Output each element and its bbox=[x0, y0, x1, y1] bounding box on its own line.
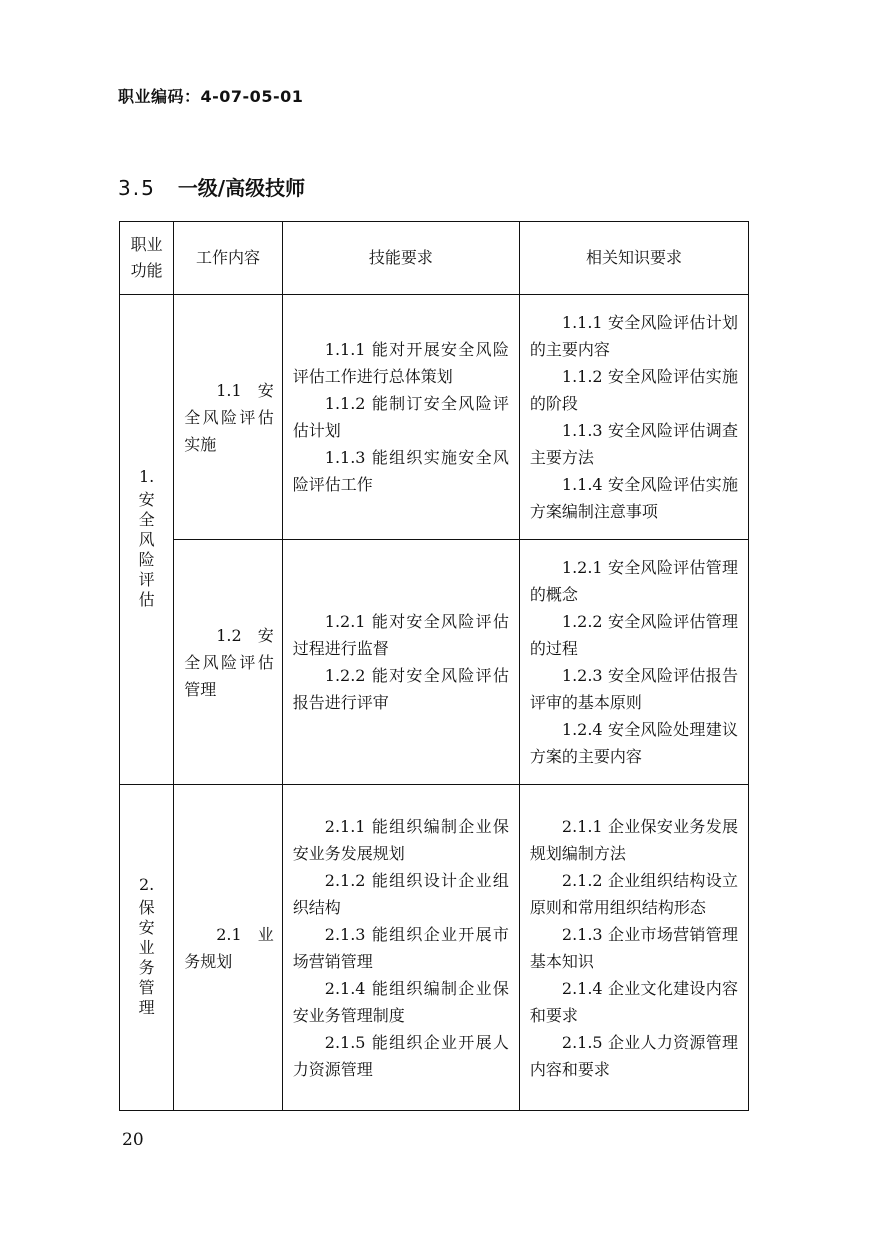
work-cell-2-1: 2.1 业务规划 bbox=[174, 785, 283, 1111]
header-knowledge: 相关知识要求 bbox=[519, 222, 748, 295]
knowledge-cell-1-2 bbox=[519, 540, 748, 785]
skill-cell-1-2 bbox=[282, 540, 519, 785]
list-item: 1.2.1 能对安全风险评估过程进行监督 bbox=[292, 612, 509, 658]
function-name: 保安业务管理 bbox=[138, 898, 155, 1017]
list-item: 1.1.2 能制订安全风险评估计划 bbox=[292, 394, 509, 440]
skill-requirements-table bbox=[119, 221, 749, 1111]
list-item: 2.1.5 企业人力资源管理内容和要求 bbox=[529, 1032, 738, 1079]
occupation-code: 职业编码：4-07-05-01 bbox=[118, 87, 304, 106]
list-item: 2.1.2 能组织设计企业组织结构 bbox=[292, 870, 509, 917]
skill-cell-1-1 bbox=[282, 295, 519, 540]
header-skill: 技能要求 bbox=[282, 222, 519, 295]
list-item: 1.2.2 安全风险评估管理的过程 bbox=[529, 612, 738, 658]
section-heading bbox=[118, 172, 305, 201]
list-item: 2.1.4 企业文化建设内容和要求 bbox=[529, 978, 738, 1025]
list-item: 1.1.4 安全风险评估实施方案编制注意事项 bbox=[529, 475, 738, 521]
table-header-row bbox=[120, 222, 749, 295]
table-row bbox=[120, 540, 749, 785]
work-cell-1-1: 1.1 安全风险评估实施 bbox=[174, 295, 283, 540]
list-item: 2.1.5 能组织企业开展人力资源管理 bbox=[292, 1032, 509, 1079]
list-item: 2.1.3 企业市场营销管理基本知识 bbox=[529, 924, 738, 971]
list-item: 1.2.4 安全风险处理建议方案的主要内容 bbox=[529, 720, 738, 766]
list-item: 2.1.3 能组织企业开展市场营销管理 bbox=[292, 924, 509, 971]
list-item: 1.2.3 安全风险评估报告评审的基本原则 bbox=[529, 666, 738, 712]
function-cell-1 bbox=[120, 295, 174, 785]
list-item: 2.1.4 能组织编制企业保安业务管理制度 bbox=[292, 978, 509, 1025]
header-work: 工作内容 bbox=[174, 222, 283, 295]
function-number: 1. bbox=[138, 467, 155, 486]
page-number: 20 bbox=[122, 1130, 144, 1150]
list-item: 1.1.2 安全风险评估实施的阶段 bbox=[529, 367, 738, 413]
list-item: 1.2.1 安全风险评估管理的概念 bbox=[529, 558, 738, 604]
knowledge-cell-1-1 bbox=[519, 295, 748, 540]
function-cell-2 bbox=[120, 785, 174, 1111]
skill-cell-2-1 bbox=[282, 785, 519, 1111]
list-item: 1.1.3 安全风险评估调查主要方法 bbox=[529, 421, 738, 467]
list-item: 1.1.1 安全风险评估计划的主要内容 bbox=[529, 313, 738, 359]
list-item: 2.1.2 企业组织结构设立原则和常用组织结构形态 bbox=[529, 870, 738, 917]
header-function: 职业功能 bbox=[120, 222, 174, 295]
table-row bbox=[120, 295, 749, 540]
list-item: 1.2.2 能对安全风险评估报告进行评审 bbox=[292, 666, 509, 712]
table-row bbox=[120, 785, 749, 1111]
list-item: 1.1.3 能组织实施安全风险评估工作 bbox=[292, 448, 509, 494]
list-item: 2.1.1 企业保安业务发展规划编制方法 bbox=[529, 816, 738, 863]
knowledge-cell-2-1 bbox=[519, 785, 748, 1111]
work-cell-1-2: 1.2 安全风险评估管理 bbox=[174, 540, 283, 785]
list-item: 1.1.1 能对开展安全风险评估工作进行总体策划 bbox=[292, 340, 509, 386]
function-number: 2. bbox=[138, 875, 155, 894]
section-title-text: 一级/高级技师 bbox=[177, 176, 306, 200]
function-name: 安全风险评估 bbox=[138, 490, 155, 609]
list-item: 2.1.1 能组织编制企业保安业务发展规划 bbox=[292, 816, 509, 863]
section-number: 3.5 bbox=[118, 176, 156, 200]
